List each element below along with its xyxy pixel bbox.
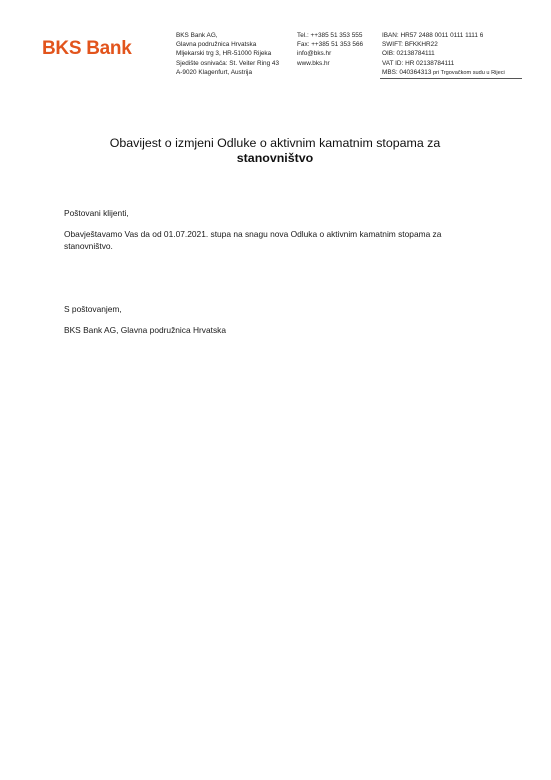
salutation: Poštovani klijenti, (64, 208, 129, 218)
address-line: Mljekarski trg 3, HR-51000 Rijeka (176, 50, 272, 58)
address-line: Sjedište osnivača: St. Veiter Ring 43 (176, 59, 280, 67)
address-line: A-9020 Klagenfurt, Austrija (176, 68, 253, 76)
mbs-line (382, 68, 505, 77)
address-line: BKS Bank AG, (176, 32, 218, 39)
bank-registry-block (382, 31, 505, 77)
header-rule (380, 78, 522, 79)
swift-line: SWIFT: BFKKHR22 (382, 41, 438, 49)
bks-bank-logo: BKS Bank (42, 38, 132, 59)
iban-line: IBAN: HR57 2488 0011 0111 1111 6 (382, 32, 484, 39)
bank-contact-block (297, 31, 363, 68)
vat-line: VAT ID: HR 02138784111 (382, 59, 455, 67)
closing: S poštovanjem, (64, 304, 122, 314)
bank-address-block (176, 31, 279, 77)
email-link[interactable]: info@bks.hr (297, 50, 332, 58)
title-line-2: stanovništvo (236, 151, 314, 165)
phone-line: Tel.: ++385 51 353 555 (297, 32, 363, 39)
mbs-number: MBS: 040364313 (382, 68, 432, 76)
fax-line: Fax: ++385 51 353 566 (297, 41, 364, 49)
mbs-court: pri Trgovačkom sudu u Rijeci (431, 69, 505, 76)
address-line: Glavna podružnica Hrvatska (176, 41, 257, 49)
document-title (60, 136, 490, 166)
oib-line: OIB: 02138784111 (382, 50, 435, 58)
body-line-1: Obavještavamo Vas da od 01.07.2021. stupa na snagu nova Odluka o aktivnim kamatnim stopama za (64, 229, 442, 239)
website-link[interactable]: www.bks.hr (297, 59, 330, 67)
signature: BKS Bank AG, Glavna podružnica Hrvatska (64, 325, 226, 335)
title-line-1: Obavijest o izmjeni Odluke o aktivnim kamatnim stopama za (109, 136, 441, 150)
body-line-2: stanovništvo. (64, 241, 113, 251)
